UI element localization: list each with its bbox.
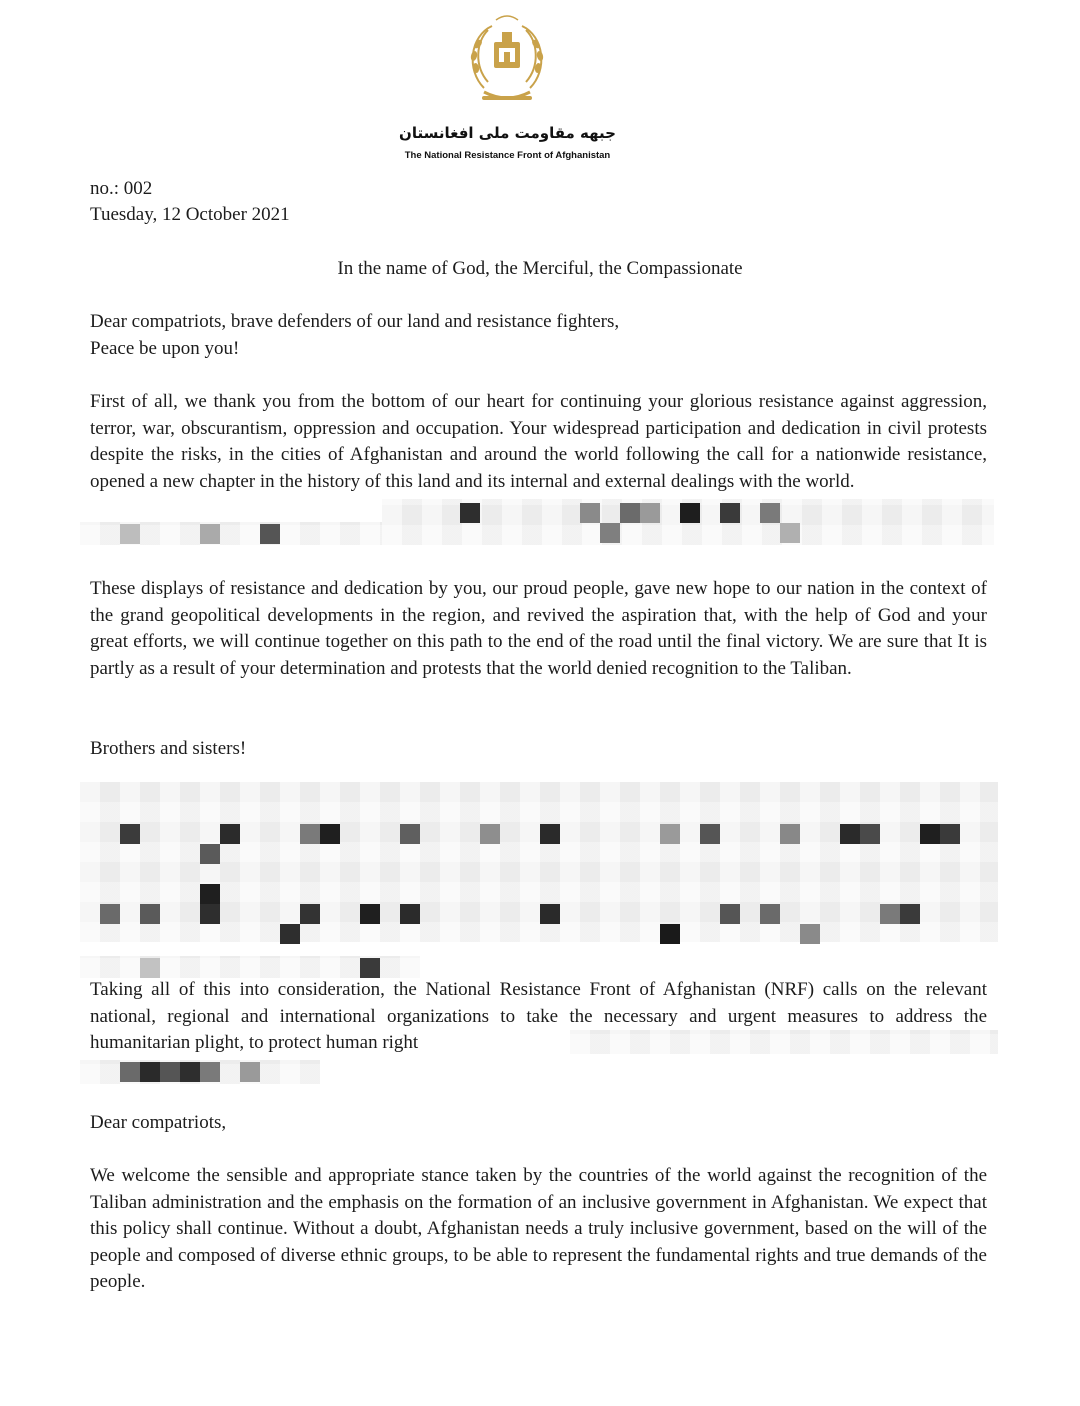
redacted-block [382, 499, 994, 545]
redacted-block [80, 782, 998, 942]
redacted-block [80, 522, 382, 545]
paragraph-1: First of all, we thank you from the bottom of our heart for continuing your glorious resistance against aggression, terror, war, obscurantism, oppression and occupation. Your widespread participation and dedication in civil protests despite the risks, in the cities of Afghanistan and around the world following the call for a nationwide resistance, opened a new chapter in the history of this land and its internal and external dealings with the world. [90, 391, 987, 492]
closing-greeting: Dear compatriots, [90, 1112, 227, 1133]
redacted-block [80, 1060, 320, 1084]
greeting-line-1: Dear compatriots, brave defenders of our land and resistance fighters, [90, 311, 620, 332]
document-number: no.: 002 [90, 178, 153, 199]
afghanistan-emblem-icon [462, 8, 552, 108]
document-date: Tuesday, 12 October 2021 [90, 204, 290, 225]
paragraph-2: These displays of resistance and dedication by you, our proud people, gave new hope to our nation in the context of the grand geopolitical developments in the region, and revived the aspiration that, with the help of God and your great efforts, we will continue together on this path to the end of the road until the final victory. We are sure that It is partly as a result of your determination and protests that the world denied recognition to the Taliban. [90, 578, 987, 679]
org-name-persian: جبهه مقاومت ملی افغانستان [399, 124, 616, 142]
greeting-line-2: Peace be upon you! [90, 338, 240, 359]
brothers-heading: Brothers and sisters! [90, 738, 247, 759]
org-name-english: The National Resistance Front of Afghanistan [404, 150, 611, 161]
redacted-block [570, 1030, 998, 1054]
invocation: In the name of God, the Merciful, the Compassionate [337, 258, 743, 279]
paragraph-4: We welcome the sensible and appropriate stance taken by the countries of the world against the recognition of the Taliban administration and the emphasis on the formation of an inclusive government in Afghanistan. We expect that this policy shall continue. Without a doubt, Afghanistan needs a truly inclusive government, based on the will of the people and composed of diverse ethnic groups, to be able to represent the fundamental rights and true demands of the people. [90, 1165, 987, 1292]
redacted-block [80, 956, 420, 978]
paragraph-3: Taking all of this into consideration, the National Resistance Front of Afghanistan (NRF) calls on the relevant national, regional and international organizations to take the necessary and urgent measures to address the humanitarian plight, to protect human right [90, 979, 987, 1053]
